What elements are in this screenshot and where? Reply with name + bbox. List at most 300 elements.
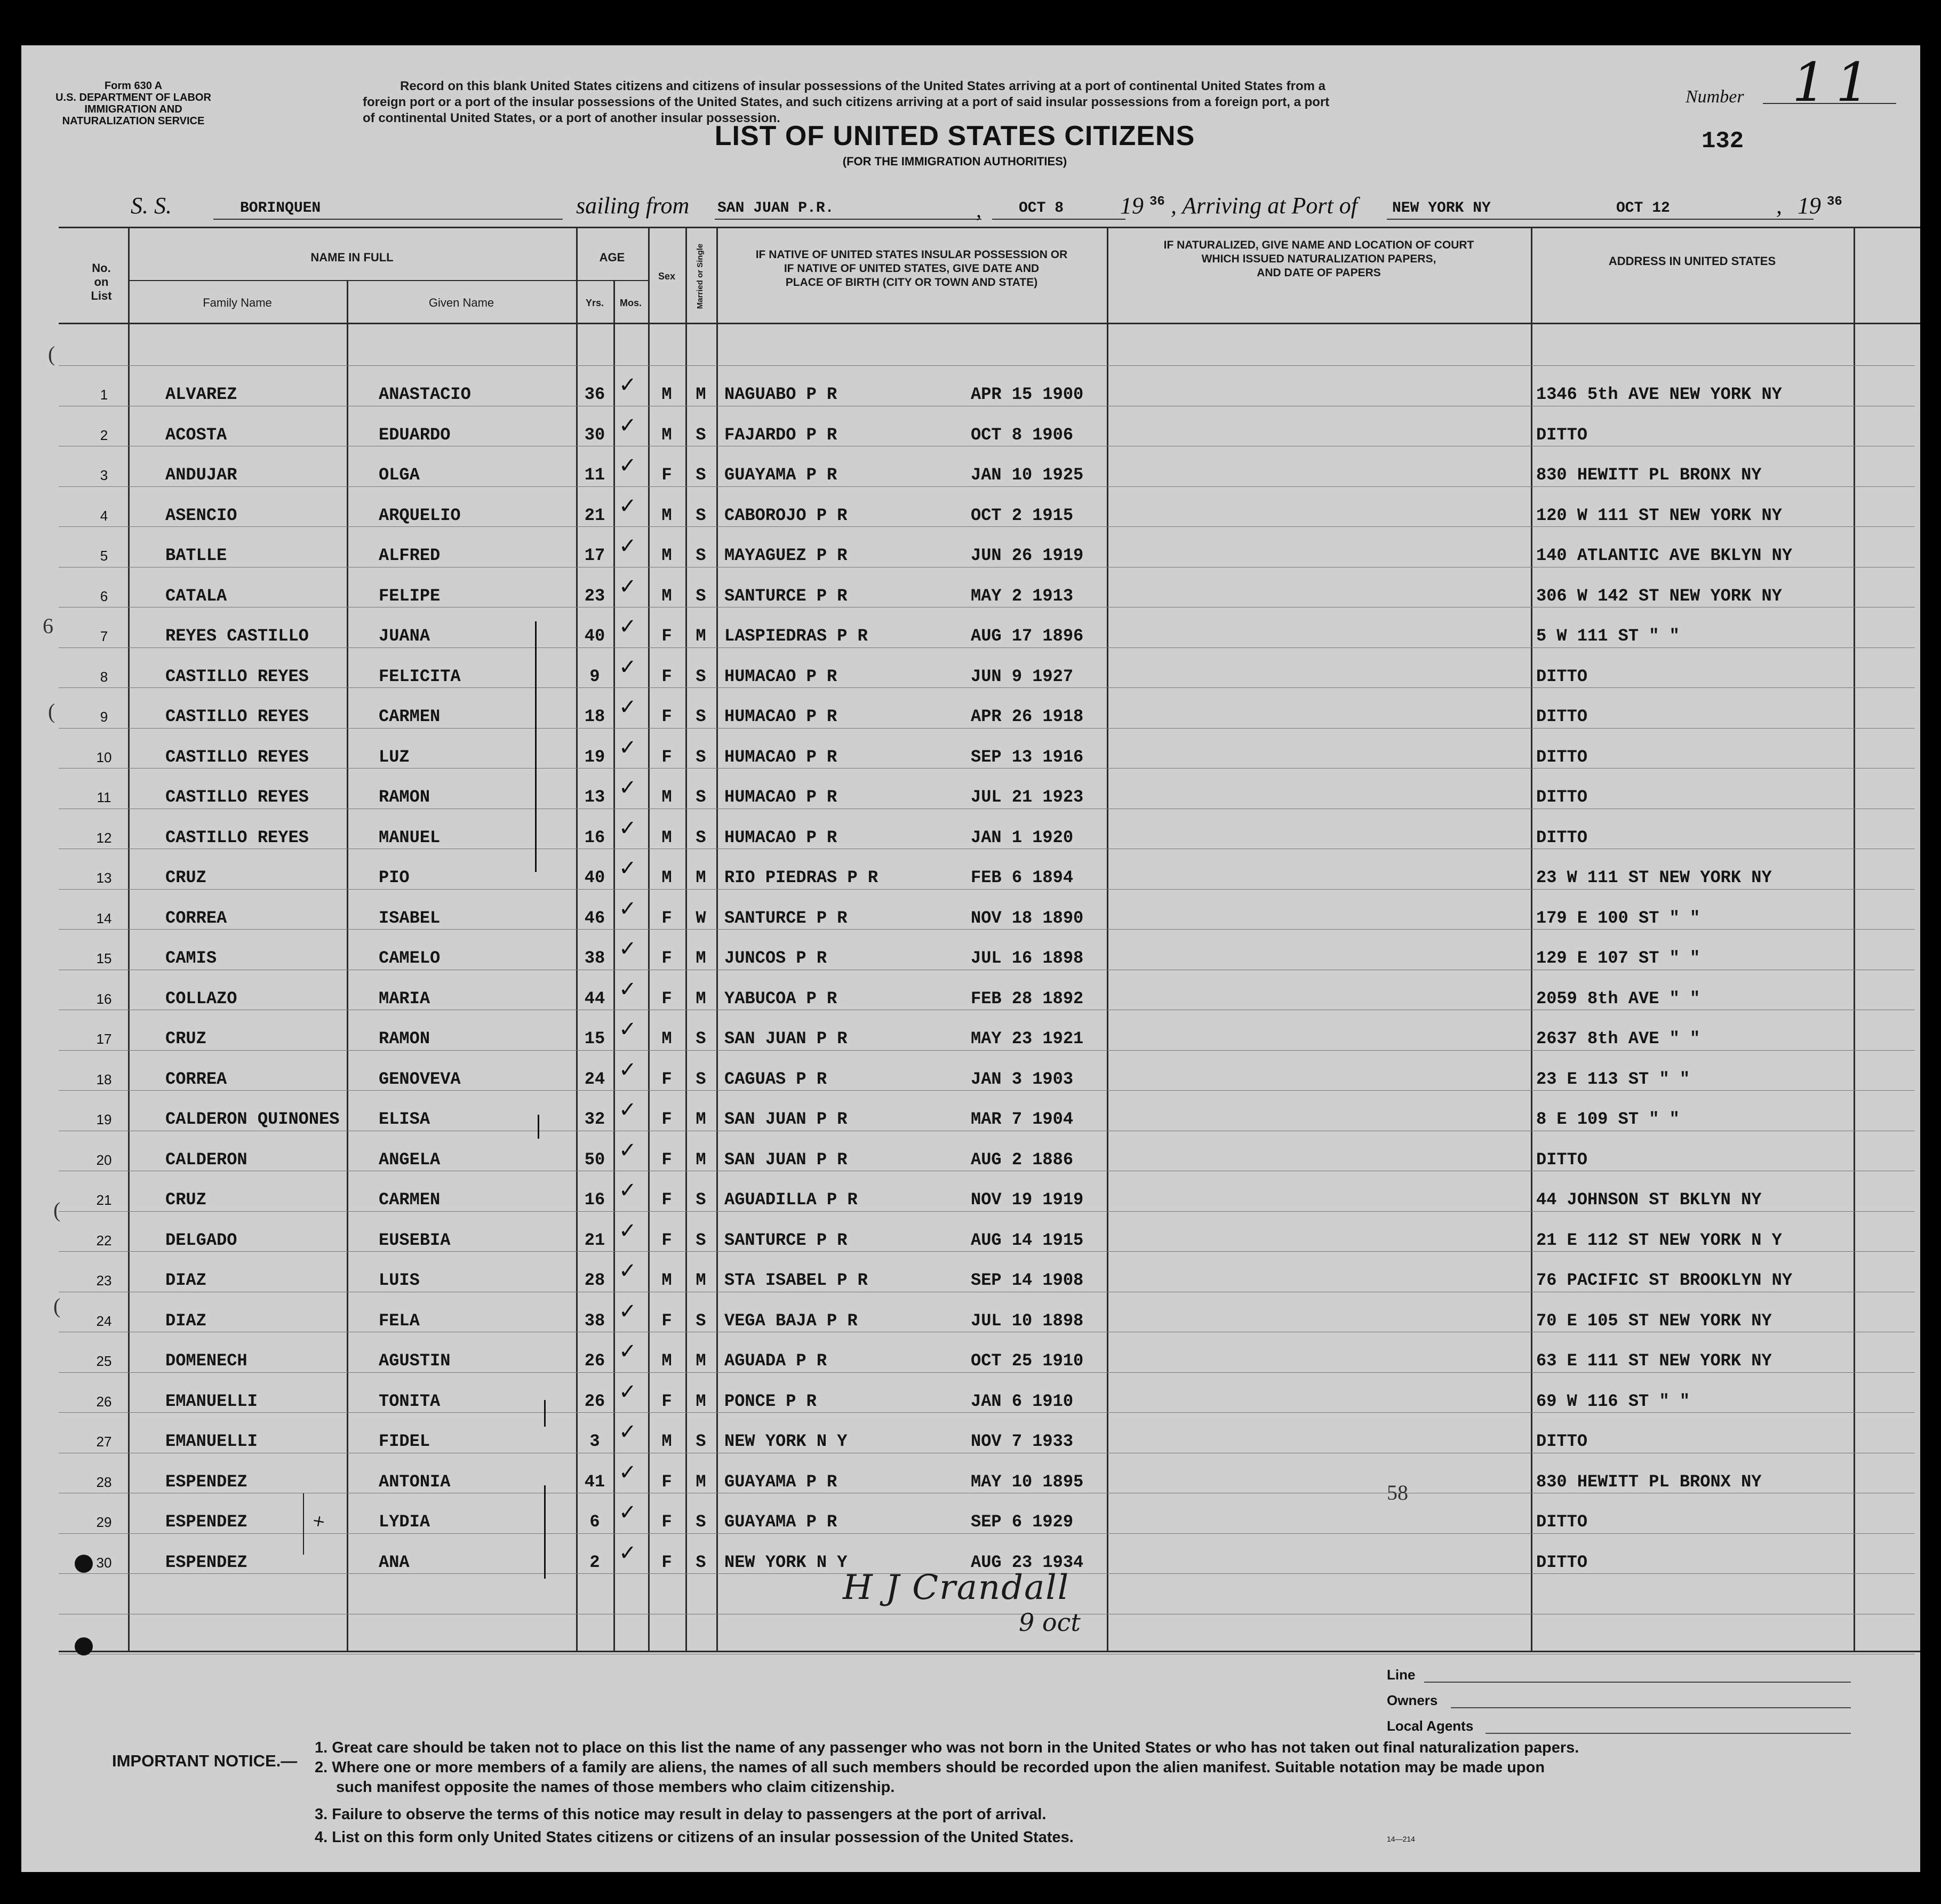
notice-heading: IMPORTANT NOTICE.— bbox=[112, 1751, 298, 1770]
marital-status: M bbox=[696, 1109, 706, 1129]
address: DITTO bbox=[1536, 827, 1588, 847]
check-mark: ✓ bbox=[619, 574, 637, 599]
row-number: 1 bbox=[100, 387, 108, 403]
row-number: 12 bbox=[96, 829, 112, 846]
family-name: DOMENECH bbox=[165, 1351, 247, 1371]
sex: F bbox=[661, 1190, 672, 1210]
check-mark: ✓ bbox=[619, 1138, 637, 1163]
birth-date: FEB 28 1892 bbox=[971, 988, 1084, 1009]
marital-status: M bbox=[696, 1391, 706, 1411]
col-divider-family bbox=[347, 280, 348, 1651]
birth-date: SEP 6 1929 bbox=[971, 1512, 1074, 1532]
row-number: 23 bbox=[96, 1273, 112, 1289]
birth-place: AGUADA P R bbox=[724, 1351, 827, 1371]
sex: F bbox=[661, 988, 672, 1009]
family-name: ESPENDEZ bbox=[165, 1512, 247, 1532]
family-name: CALDERON QUINONES bbox=[165, 1109, 340, 1129]
row-number: 25 bbox=[96, 1353, 112, 1369]
given-name: JUANA bbox=[379, 626, 430, 646]
age-years: 18 bbox=[584, 707, 605, 726]
check-mark: ✓ bbox=[619, 735, 637, 760]
sex: F bbox=[661, 1552, 672, 1572]
sex: M bbox=[661, 1270, 672, 1290]
given-name: AGUSTIN bbox=[379, 1351, 451, 1371]
col-divider-ms bbox=[716, 227, 718, 1651]
address: 69 W 116 ST " " bbox=[1536, 1391, 1690, 1411]
birth-place: MAYAGUEZ P R bbox=[724, 546, 848, 565]
sex: F bbox=[661, 948, 672, 968]
row-rule bbox=[59, 1251, 1915, 1252]
sex: F bbox=[661, 1310, 672, 1331]
row-number: 3 bbox=[100, 467, 108, 483]
sex: F bbox=[661, 1069, 672, 1089]
marital-status: S bbox=[696, 827, 706, 847]
marital-status: S bbox=[696, 586, 706, 606]
check-mark: ✓ bbox=[619, 654, 637, 679]
birth-place: RIO PIEDRAS P R bbox=[724, 868, 878, 887]
address: DITTO bbox=[1536, 1512, 1588, 1532]
check-mark: ✓ bbox=[619, 856, 637, 881]
address: DITTO bbox=[1536, 666, 1588, 686]
intro-text bbox=[363, 78, 1856, 126]
birth-date: JUN 26 1919 bbox=[971, 546, 1084, 565]
address: 120 W 111 ST NEW YORK NY bbox=[1536, 505, 1782, 525]
row-number: 20 bbox=[96, 1151, 112, 1168]
row-number: 21 bbox=[96, 1192, 112, 1208]
age-years: 23 bbox=[584, 586, 605, 606]
birth-date: JAN 10 1925 bbox=[971, 465, 1084, 485]
check-mark: ✓ bbox=[619, 413, 637, 438]
family-name: EMANUELLI bbox=[165, 1391, 258, 1411]
check-mark: ✓ bbox=[619, 614, 637, 639]
family-name: REYES CASTILLO bbox=[165, 626, 309, 646]
row-rule bbox=[59, 1090, 1915, 1091]
birth-date: APR 26 1918 bbox=[971, 707, 1084, 726]
sex: M bbox=[661, 425, 672, 445]
form-service-2: NATURALIZATION SERVICE bbox=[62, 115, 205, 127]
address: 70 E 105 ST NEW YORK NY bbox=[1536, 1310, 1772, 1331]
birth-date: JUL 10 1898 bbox=[971, 1310, 1084, 1331]
sex: F bbox=[661, 666, 672, 686]
sex: F bbox=[661, 747, 672, 767]
check-mark: ✓ bbox=[619, 695, 637, 719]
row-number: 8 bbox=[100, 668, 108, 685]
sex: F bbox=[661, 908, 672, 928]
row-number: 9 bbox=[100, 709, 108, 725]
birth-place: LASPIEDRAS P R bbox=[724, 626, 868, 646]
sail-date: OCT 8 bbox=[1019, 200, 1064, 217]
number-label: Number bbox=[1686, 87, 1744, 107]
birth-date: SEP 13 1916 bbox=[971, 747, 1084, 767]
birth-place: SANTURCE P R bbox=[724, 908, 848, 928]
page-count: 58 bbox=[1387, 1481, 1408, 1505]
page-title: LIST OF UNITED STATES CITIZENS bbox=[714, 121, 1195, 151]
family-name: ALVAREZ bbox=[165, 385, 237, 404]
check-mark: ✓ bbox=[619, 896, 637, 921]
birth-date: OCT 2 1915 bbox=[971, 505, 1074, 525]
birth-place: PONCE P R bbox=[724, 1391, 817, 1411]
marital-status: S bbox=[696, 1310, 706, 1331]
marital-status: M bbox=[696, 385, 706, 404]
notice-item-4: 4. List on this form only United States citizens or citizens of an insular possession of the United States. bbox=[315, 1829, 1074, 1846]
address: DITTO bbox=[1536, 747, 1588, 767]
sex: F bbox=[661, 1512, 672, 1532]
age-years: 21 bbox=[584, 1230, 605, 1250]
form-dept: U.S. DEPARTMENT OF LABOR bbox=[55, 92, 211, 103]
marital-status: W bbox=[696, 908, 706, 928]
age-years: 15 bbox=[584, 1029, 605, 1049]
family-name: COLLAZO bbox=[165, 988, 237, 1009]
birth-place: SAN JUAN P R bbox=[724, 1149, 848, 1170]
row-number: 16 bbox=[96, 990, 112, 1007]
check-mark: ✓ bbox=[619, 1379, 637, 1404]
check-mark: ✓ bbox=[619, 1017, 637, 1042]
age-years: 40 bbox=[584, 868, 605, 887]
birth-place: YABUCOA P R bbox=[724, 988, 837, 1009]
marital-status: S bbox=[696, 747, 706, 767]
family-bracket-emanuelli bbox=[544, 1400, 546, 1427]
birth-place: SAN JUAN P R bbox=[724, 1109, 848, 1129]
age-years: 2 bbox=[589, 1552, 600, 1572]
age-years: 38 bbox=[584, 1310, 605, 1331]
age-years: 21 bbox=[584, 505, 605, 525]
birth-place: CAGUAS P R bbox=[724, 1069, 827, 1089]
given-name: CARMEN bbox=[379, 1190, 441, 1210]
sex: F bbox=[661, 626, 672, 646]
col-divider-address bbox=[1854, 227, 1855, 1651]
print-code: 14—214 bbox=[1387, 1835, 1415, 1843]
table-bottom-border bbox=[59, 1651, 1920, 1652]
row-rule bbox=[59, 1050, 1915, 1051]
marital-status: M bbox=[696, 988, 706, 1009]
family-name: CORREA bbox=[165, 908, 227, 928]
address: 830 HEWITT PL BRONX NY bbox=[1536, 465, 1762, 485]
sex: M bbox=[661, 505, 672, 525]
number-value: 11 bbox=[1792, 51, 1880, 114]
age-years: 26 bbox=[584, 1351, 605, 1371]
sex: M bbox=[661, 1431, 672, 1451]
marital-status: S bbox=[696, 707, 706, 726]
birth-date: SEP 14 1908 bbox=[971, 1270, 1084, 1290]
row-rule bbox=[59, 365, 1915, 366]
birth-date: MAY 10 1895 bbox=[971, 1471, 1084, 1492]
family-name: CASTILLO REYES bbox=[165, 827, 309, 847]
header-age: AGE bbox=[599, 251, 625, 264]
sail-year-suffix: 36 bbox=[1149, 195, 1165, 209]
address: 2059 8th AVE " " bbox=[1536, 988, 1700, 1009]
given-name: LUZ bbox=[379, 747, 410, 767]
age-years: 6 bbox=[589, 1512, 600, 1532]
address: 2637 8th AVE " " bbox=[1536, 1029, 1700, 1049]
birth-place: SANTURCE P R bbox=[724, 1230, 848, 1250]
marital-status: M bbox=[696, 1471, 706, 1492]
birth-place: AGUADILLA P R bbox=[724, 1190, 858, 1210]
header-address: ADDRESS IN UNITED STATES bbox=[1608, 254, 1776, 268]
header-bottom-border bbox=[59, 323, 1920, 324]
birth-place: NEW YORK N Y bbox=[724, 1552, 848, 1572]
marital-status: M bbox=[696, 1351, 706, 1371]
family-name: DELGADO bbox=[165, 1230, 237, 1250]
birth-place: HUMACAO P R bbox=[724, 747, 837, 767]
marital-status: S bbox=[696, 1552, 706, 1572]
sex: F bbox=[661, 1391, 672, 1411]
birth-place: STA ISABEL P R bbox=[724, 1270, 868, 1290]
check-mark: ✓ bbox=[619, 373, 637, 397]
birth-date: MAY 2 1913 bbox=[971, 586, 1074, 606]
check-mark: ✓ bbox=[619, 453, 637, 478]
address: 5 W 111 ST " " bbox=[1536, 626, 1680, 646]
marital-status: S bbox=[696, 1029, 706, 1049]
given-name: OLGA bbox=[379, 465, 420, 485]
marital-status: S bbox=[696, 425, 706, 445]
family-name: DIAZ bbox=[165, 1270, 206, 1290]
row-number: 14 bbox=[96, 910, 112, 926]
birth-date: OCT 8 1906 bbox=[971, 425, 1074, 445]
ss-label: S. S. bbox=[131, 193, 172, 219]
age-years: 50 bbox=[584, 1149, 605, 1170]
header-married-single: Married or Single bbox=[696, 243, 705, 309]
given-name: ANA bbox=[379, 1552, 410, 1572]
birth-date: JAN 1 1920 bbox=[971, 827, 1074, 847]
age-years: 11 bbox=[584, 465, 605, 485]
given-name: FELICITA bbox=[379, 666, 461, 686]
family-name: CAMIS bbox=[165, 948, 217, 968]
given-name: MANUEL bbox=[379, 827, 441, 847]
given-name: FIDEL bbox=[379, 1431, 430, 1451]
marital-status: S bbox=[696, 666, 706, 686]
age-years: 46 bbox=[584, 908, 605, 928]
family-name: CATALA bbox=[165, 586, 227, 606]
birth-place: VEGA BAJA P R bbox=[724, 1310, 858, 1331]
family-name: CRUZ bbox=[165, 1029, 206, 1049]
given-name: ANGELA bbox=[379, 1149, 441, 1170]
row-number: 26 bbox=[96, 1393, 112, 1410]
address: 23 E 113 ST " " bbox=[1536, 1069, 1690, 1089]
check-mark: ✓ bbox=[619, 1259, 637, 1283]
check-mark: ✓ bbox=[619, 1460, 637, 1485]
row-number: 19 bbox=[96, 1111, 112, 1127]
age-years: 38 bbox=[584, 948, 605, 968]
birth-place: NEW YORK N Y bbox=[724, 1431, 848, 1451]
family-name: ANDUJAR bbox=[165, 465, 237, 485]
birth-place: GUAYAMA P R bbox=[724, 465, 837, 485]
birth-date: JUL 21 1923 bbox=[971, 787, 1084, 807]
address: DITTO bbox=[1536, 787, 1588, 807]
family-name: DIAZ bbox=[165, 1310, 206, 1331]
given-name: MARIA bbox=[379, 988, 430, 1009]
sex: F bbox=[661, 1109, 672, 1129]
sex: M bbox=[661, 385, 672, 404]
age-years: 26 bbox=[584, 1391, 605, 1411]
age-years: 9 bbox=[589, 666, 600, 686]
sex: M bbox=[661, 787, 672, 807]
address: 21 E 112 ST NEW YORK N Y bbox=[1536, 1230, 1782, 1250]
check-mark: ✓ bbox=[619, 1178, 637, 1203]
birth-place: GUAYAMA P R bbox=[724, 1512, 837, 1532]
row-number: 28 bbox=[96, 1474, 112, 1490]
row-number: 7 bbox=[100, 628, 108, 644]
family-name: CRUZ bbox=[165, 868, 206, 887]
address: DITTO bbox=[1536, 1431, 1588, 1451]
family-bracket-castillo bbox=[535, 621, 537, 872]
given-name: ANTONIA bbox=[379, 1471, 451, 1492]
check-mark: ✓ bbox=[619, 1540, 637, 1565]
row-rule bbox=[59, 1372, 1915, 1373]
marital-status: S bbox=[696, 1190, 706, 1210]
check-mark: ✓ bbox=[619, 1420, 637, 1444]
family-bracket-calderon bbox=[538, 1115, 539, 1139]
address: 63 E 111 ST NEW YORK NY bbox=[1536, 1351, 1772, 1371]
family-name: ESPENDEZ bbox=[165, 1471, 247, 1492]
notice-item-1: 1. Great care should be taken not to place on this list the name of any passenger who was not born in the United States or who has not taken out final naturalization papers. bbox=[315, 1739, 1579, 1756]
birth-place: SANTURCE P R bbox=[724, 586, 848, 606]
row-rule bbox=[59, 1533, 1915, 1534]
row-rule bbox=[59, 486, 1915, 487]
birth-date: NOV 7 1933 bbox=[971, 1431, 1074, 1451]
birth-place: HUMACAO P R bbox=[724, 787, 837, 807]
address: 44 JOHNSON ST BKLYN NY bbox=[1536, 1190, 1762, 1210]
sex: M bbox=[661, 1029, 672, 1049]
address: DITTO bbox=[1536, 1552, 1588, 1572]
row-rule bbox=[59, 1412, 1915, 1413]
age-years: 40 bbox=[584, 626, 605, 646]
marital-status: M bbox=[696, 626, 706, 646]
intro-line-1: Record on this blank United States citizens and citizens of insular possessions of the United States arriving at a port of continental United States from a bbox=[400, 79, 1325, 93]
row-number: 30 bbox=[96, 1554, 112, 1571]
check-mark: ✓ bbox=[619, 1500, 637, 1525]
check-mark: ✓ bbox=[619, 534, 637, 558]
check-mark: ✓ bbox=[619, 1098, 637, 1122]
row-number: 27 bbox=[96, 1434, 112, 1450]
arrival-date: OCT 12 bbox=[1616, 200, 1670, 217]
page-stamp: 132 bbox=[1702, 128, 1744, 155]
arrival-year-prefix: 19 bbox=[1798, 193, 1821, 219]
age-years: 3 bbox=[589, 1431, 600, 1451]
family-name: CALDERON bbox=[165, 1149, 247, 1170]
birth-date: MAY 23 1921 bbox=[971, 1029, 1084, 1049]
check-mark: ✓ bbox=[619, 775, 637, 800]
given-name: ARQUELIO bbox=[379, 505, 461, 525]
col-divider-nat bbox=[1531, 227, 1532, 1651]
signature: H J Crandall bbox=[843, 1568, 1070, 1607]
sex: F bbox=[661, 1230, 672, 1250]
check-mark: ✓ bbox=[619, 1299, 637, 1324]
given-name: TONITA bbox=[379, 1391, 441, 1411]
birth-place: GUAYAMA P R bbox=[724, 1471, 837, 1492]
from-port: SAN JUAN P.R. bbox=[717, 200, 834, 217]
sex: M bbox=[661, 868, 672, 887]
row-number: 29 bbox=[96, 1514, 112, 1530]
birth-date: AUG 23 1934 bbox=[971, 1552, 1084, 1572]
row-rule bbox=[59, 768, 1915, 769]
given-name: LUIS bbox=[379, 1270, 420, 1290]
row-rule bbox=[59, 728, 1915, 729]
given-name: LYDIA bbox=[379, 1512, 430, 1532]
age-years: 19 bbox=[584, 747, 605, 767]
birth-date: FEB 6 1894 bbox=[971, 868, 1074, 887]
marital-status: S bbox=[696, 546, 706, 565]
birth-date: AUG 14 1915 bbox=[971, 1230, 1084, 1250]
marital-status: S bbox=[696, 1512, 706, 1532]
row-rule bbox=[59, 687, 1915, 688]
table-top-border bbox=[59, 227, 1920, 228]
age-years: 41 bbox=[584, 1471, 605, 1492]
sex: F bbox=[661, 1149, 672, 1170]
marital-status: S bbox=[696, 1431, 706, 1451]
ship-name: BORINQUEN bbox=[240, 200, 321, 217]
birth-place: CABOROJO P R bbox=[724, 505, 848, 525]
row-number: 10 bbox=[96, 749, 112, 765]
birth-date: AUG 2 1886 bbox=[971, 1149, 1074, 1170]
given-name: CARMEN bbox=[379, 707, 441, 726]
sex: M bbox=[661, 1351, 672, 1371]
row-rule bbox=[59, 889, 1915, 890]
owners-label: Owners bbox=[1387, 1692, 1438, 1708]
family-name: CASTILLO REYES bbox=[165, 747, 309, 767]
marital-status: S bbox=[696, 465, 706, 485]
check-mark: ✓ bbox=[619, 815, 637, 841]
given-name: ANASTACIO bbox=[379, 385, 471, 404]
address: 129 E 107 ST " " bbox=[1536, 948, 1700, 968]
birth-place: SAN JUAN P R bbox=[724, 1029, 848, 1049]
arrival-port: NEW YORK NY bbox=[1392, 200, 1491, 217]
intro-line-2: foreign port or a port of the insular possessions of the United States, and such citizens arriving at a port of said insular possessions from a foreign port, a port bbox=[363, 95, 1330, 109]
marital-status: S bbox=[696, 787, 706, 807]
from-underline bbox=[715, 219, 981, 220]
header-naturalized: IF NATURALIZED, GIVE NAME AND LOCATION OF COURT WHICH ISSUED NATURALIZATION PAPERS, AND DATE OF PAPERS bbox=[1163, 239, 1474, 279]
row-rule bbox=[59, 647, 1915, 648]
age-years: 17 bbox=[584, 546, 605, 565]
sex: M bbox=[661, 546, 672, 565]
marital-status: M bbox=[696, 1149, 706, 1170]
marital-status: M bbox=[696, 948, 706, 968]
row-rule bbox=[59, 929, 1915, 930]
sailing-label: sailing from bbox=[576, 193, 690, 219]
given-name: ALFRED bbox=[379, 546, 441, 565]
given-name: PIO bbox=[379, 868, 410, 887]
family-name: CRUZ bbox=[165, 1190, 206, 1210]
birth-date: APR 15 1900 bbox=[971, 385, 1084, 404]
manifest-sheet: Form 630 A U.S. DEPARTMENT OF LABOR IMMIGRATION AND NATURALIZATION SERVICE Record on this blank United States citizens and citizens of insular possessions of the United States arriving at a port of continental United States from a foreign port or a port of the insular possessions of the United States, and such citizens arriving at a port of said insular possessions from a foreign port, a port of continental United States, or a port of another insular possession. Number 11 LIST OF UNITED STATES CITIZENS (FOR THE IMMIGRATION AUTHORITIES) 132 S. S. BORINQUEN sailing from SAN JUAN P.R. , OCT 8 19 36 , Arriving at Port of NEW YORK NY OCT 12 , 19 36 No. on List NAME IN FULL Family Name Given Name AGE Yrs. Mos. Sex Married or Single IF NATIVE OF UNITED STATES INSULAR POSSESSION OR IF NATIVE OF UNITED STATES, GIVE DATE AND PLACE OF BIRTH (CITY OR TOWN AND STATE) IF NATURALIZED, GIVE NAME AND LOCATION OF COURT WHICH ISSUED NATURALIZATION PAPERS, AND DATE OF PAPERS ADDRESS IN UNITED STATES 1 ALVAREZ ANASTACIO 36 M M NAGUABO P R APR 15 1900 1346 5th AVE NEW YORK NY ✓ 2 ACOSTA EDUARDO 30 M S FAJARDO P R OCT 8 1906 DITTO ✓ 3 ANDUJAR OLGA 11 F S GUAYAMA P R JAN 10 1925 830 HEWITT PL BRONX NY ✓ 4 ASENCIO ARQUELIO 21 M S CABOROJO P R OCT 2 1915 120 W 111 ST NEW YORK NY ✓ 5 BATLLE ALFRED 17 M S MAYAGUEZ P R JUN 26 1919 140 ATLANTIC AVE BKLYN NY ✓ 6 CATALA FELIPE 23 M S SANTURCE P R MAY 2 1913 306 W 142 ST NEW YORK NY ✓ 7 REYES CASTILLO JUANA 40 F M LASPIEDRAS P R AUG 17 1896 5 W 111 ST " " ✓ 8 CASTILLO REYES FELICITA 9 F S HUMACAO P R JUN 9 1927 DITTO ✓ 9 CASTILLO REYES CARMEN 18 F S HUMACAO P R APR 26 1918 DITTO ✓ 10 CASTILLO REYES LUZ 19 F S HUMACAO P R SEP 13 1916 DITTO ✓ 11 CASTILLO REYES RAMON 13 M S HUMACAO P R JUL 21 1923 DITTO ✓ 12 CASTILLO REYES MANUEL 16 M S HUMACAO P R JAN 1 1920 DITTO ✓ 13 CRUZ PIO 40 M M RIO PIEDRAS P R FEB 6 1894 23 W 111 ST NEW YORK NY ✓ 14 CORREA ISABEL 46 F W SANTURCE P R NOV 18 1890 179 E 100 ST " " ✓ 15 CAMIS CAMELO 38 F M JUNCOS P R JUL 16 1898 129 E 107 ST " " ✓ 16 COLLAZO MARIA 44 F M YABUCOA P R FEB 28 1892 2059 8th AVE " " ✓ 17 CRUZ RAMON 15 M S SAN JUAN P R MAY 23 1921 2637 8th AVE " " ✓ 18 CORREA GENOVEVA 24 F S CAGUAS P R JAN 3 1903 23 E 113 ST " " ✓ 19 CALDERON QUINONES ELISA 32 F M SAN JUAN P R MAR 7 1904 8 E 109 ST " " ✓ 20 CALDERON ANGELA 50 F M SAN JUAN P R AUG 2 1886 DITTO ✓ 21 CRUZ CARMEN 16 F S AGUADILLA P R NOV 19 1919 44 JOHNSON ST BKLYN NY ✓ 22 DELGADO EUSEBIA 21 F S SANTURCE P R AUG 14 1915 21 E 112 ST NEW YORK N Y ✓ 23 DIAZ LUIS 28 M M STA ISABEL P R SEP 14 1908 76 PACIFIC ST BROOKLYN NY ✓ 24 DIAZ FELA 38 F S VEGA BAJA P R JUL 10 1898 70 E 105 ST NEW YORK NY ✓ 25 DOMENECH AGUSTIN 26 M M AGUADA P R OCT 25 1910 63 E 111 ST NEW YORK NY ✓ 26 EMANUELLI TONITA 26 F M PONCE P R JAN 6 1910 69 W 116 ST " " ✓ 27 EMANUELLI FIDEL 3 M S NEW YORK N Y NOV 7 1933 DITTO ✓ 28 ESPENDEZ ANTONIA 41 F M GUAYAMA P R MAY 10 1895 830 HEWITT PL BRONX NY ✓ 29 ESPENDEZ LYDIA 6 F S GUAYAMA P R SEP 6 1929 DITTO ✓ 30 ESPENDEZ ANA 2 F S NEW YORK N Y AUG 23 1934 DITTO ✓ + ( 6 ( ( ( 58 H J Crandall 9 oct Line Owners Local Agents IMPORTANT NOTICE.— 1. Great care should be taken not to place on this list the name of any passenger who was not born in the United States or who has not taken out final naturalization papers. 2. Where one or more members of a family are aliens, the names of all such members should be recorded upon the alien manifest. Suitable notation may be made upon such manifest opposite the names of those members who claim citizenship. 3. Failure to observe the terms of this notice may result in delay to passengers at the port of arrival. 4. List on this form only United States citizens or citizens of an insular possession of the United States. 14—214 bbox=[21, 45, 1920, 1872]
family-name: ACOSTA bbox=[165, 425, 227, 445]
age-years: 32 bbox=[584, 1109, 605, 1129]
notice-item-3: 3. Failure to observe the terms of this notice may result in delay to passengers at the port of arrival. bbox=[315, 1806, 1047, 1823]
sex: F bbox=[661, 707, 672, 726]
row-number: 6 bbox=[100, 588, 108, 604]
header-name-in-full: NAME IN FULL bbox=[310, 251, 394, 264]
punch-hole-1 bbox=[75, 1555, 93, 1573]
birth-date: OCT 25 1910 bbox=[971, 1351, 1084, 1371]
age-years: 28 bbox=[584, 1270, 605, 1290]
age-years: 16 bbox=[584, 827, 605, 847]
given-name: RAMON bbox=[379, 787, 430, 807]
row-number: 17 bbox=[96, 1031, 112, 1047]
address: 76 PACIFIC ST BROOKLYN NY bbox=[1536, 1270, 1793, 1290]
family-name: ASENCIO bbox=[165, 505, 237, 525]
age-years: 16 bbox=[584, 1190, 605, 1210]
ship-underline bbox=[213, 219, 563, 220]
family-name: CASTILLO REYES bbox=[165, 707, 309, 726]
row-number: 24 bbox=[96, 1313, 112, 1329]
form-info bbox=[53, 80, 213, 127]
header-mos: Mos. bbox=[619, 298, 642, 308]
sex: F bbox=[661, 1471, 672, 1492]
marital-status: M bbox=[696, 868, 706, 887]
address: 140 ATLANTIC AVE BKLYN NY bbox=[1536, 546, 1793, 565]
birth-date: JUN 9 1927 bbox=[971, 666, 1074, 686]
row-number: 15 bbox=[96, 950, 112, 966]
col-divider-yrs bbox=[613, 280, 615, 1651]
